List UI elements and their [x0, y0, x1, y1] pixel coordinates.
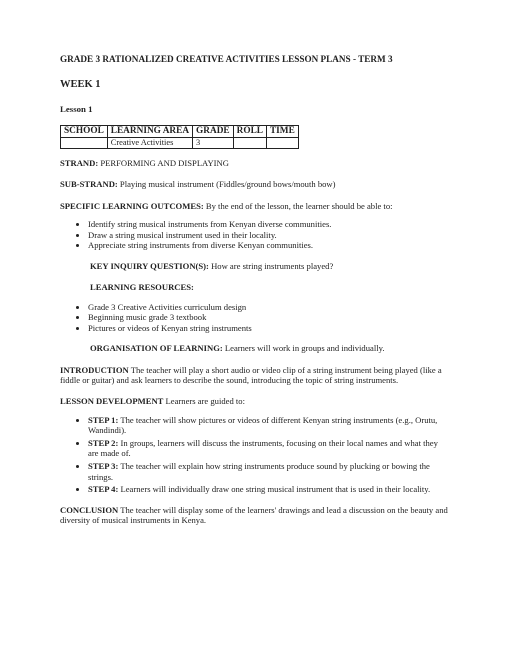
table-header-cell: SCHOOL — [61, 126, 108, 138]
outcomes-text: By the end of the lesson, the learner should be able to: — [203, 200, 393, 211]
step-label: STEP 4: — [88, 484, 119, 495]
step-text: Learners will individually draw one string musical instrument that is used in their locality. — [118, 484, 431, 495]
table-header-cell: ROLL — [233, 126, 266, 138]
resources-heading — [60, 282, 452, 292]
step-text: The teacher will explain how string instruments produce sound by plucking or bowing the strings. — [88, 460, 430, 482]
table-cell-grade: 3 — [193, 138, 234, 149]
step-label: STEP 3: — [88, 460, 119, 471]
conclusion-label: CONCLUSION — [60, 504, 119, 515]
table-header-cell: GRADE — [193, 126, 234, 138]
introduction-text: The teacher will play a short audio or video clip of a string instrument being played (like a fiddle or guitar) and ask learners to describe the sound, introducing the topic of string instruments. — [60, 364, 442, 385]
inquiry-text: How are string instruments played? — [208, 260, 334, 271]
list-item — [88, 461, 438, 482]
conclusion-paragraph — [60, 505, 452, 526]
inquiry-label: KEY INQUIRY QUESTION(S): — [90, 260, 209, 271]
development-text: Learners are guided to: — [163, 396, 245, 407]
strand-label: STRAND: — [60, 158, 99, 169]
table-cell-school — [61, 138, 108, 149]
inquiry-line — [60, 261, 452, 271]
resources-list — [60, 302, 452, 334]
introduction-label: INTRODUCTION — [60, 364, 129, 375]
outcomes-list — [60, 219, 452, 251]
list-item — [88, 484, 438, 495]
table-cell-roll — [233, 138, 266, 149]
strand-line — [60, 158, 452, 168]
development-line — [60, 396, 452, 406]
outcomes-label: SPECIFIC LEARNING OUTCOMES: — [60, 200, 204, 211]
strand-text: PERFORMING AND DISPLAYING — [98, 158, 229, 169]
list-item: • Beginning music grade 3 textbook — [88, 312, 452, 323]
step-label: STEP 1: — [88, 414, 119, 425]
conclusion-text: The teacher will display some of the learners' drawings and lead a discussion on the beauty and diversity of musical instruments in Kenya. — [60, 504, 448, 526]
step-text: In groups, learners will discuss the instruments, focusing on their local names and what they are made of. — [88, 437, 438, 459]
table-row — [61, 138, 299, 149]
outcomes-line — [60, 201, 452, 211]
table-header-row — [61, 126, 299, 138]
document-title: GRADE 3 RATIONALIZED CREATIVE ACTIVITIES LESSON PLANS - TERM 3 — [60, 54, 393, 64]
organisation-line — [60, 343, 452, 353]
table-cell-learning-area: Creative Activities — [107, 138, 192, 149]
list-item — [88, 415, 438, 436]
table-header-cell: LEARNING AREA — [107, 126, 192, 138]
lesson-heading: Lesson 1 — [60, 103, 93, 114]
step-label: STEP 2: — [88, 437, 119, 448]
organisation-text: Learners will work in groups and individually. — [222, 343, 385, 354]
development-label: LESSON DEVELOPMENT — [60, 396, 164, 407]
sub-strand-line — [60, 179, 452, 189]
list-item: • Identify string musical instruments from Kenyan diverse communities. — [88, 219, 452, 230]
list-item: • Grade 3 Creative Activities curriculum design — [88, 302, 452, 313]
sub-strand-text: Playing musical instrument (Fiddles/ground bows/mouth bow) — [117, 179, 336, 190]
steps-list — [60, 415, 452, 495]
introduction-paragraph — [60, 365, 452, 386]
list-item: • Appreciate string instruments from diverse Kenyan communities. — [88, 240, 452, 251]
week-heading: WEEK 1 — [60, 79, 101, 91]
lesson-info-table — [60, 125, 299, 149]
table-cell-time — [266, 138, 298, 149]
list-item: • Pictures or videos of Kenyan string instruments — [88, 323, 452, 334]
list-item: • Draw a string musical instrument used in their locality. — [88, 230, 452, 241]
sub-strand-label: SUB-STRAND: — [60, 179, 118, 190]
resources-label: LEARNING RESOURCES: — [90, 282, 194, 293]
table-header-cell: TIME — [266, 126, 298, 138]
step-text: The teacher will show pictures or videos of different Kenyan string instruments (e.g., Orutu, Wandindi). — [88, 414, 438, 436]
list-item — [88, 438, 438, 459]
organisation-label: ORGANISATION OF LEARNING: — [90, 343, 223, 354]
